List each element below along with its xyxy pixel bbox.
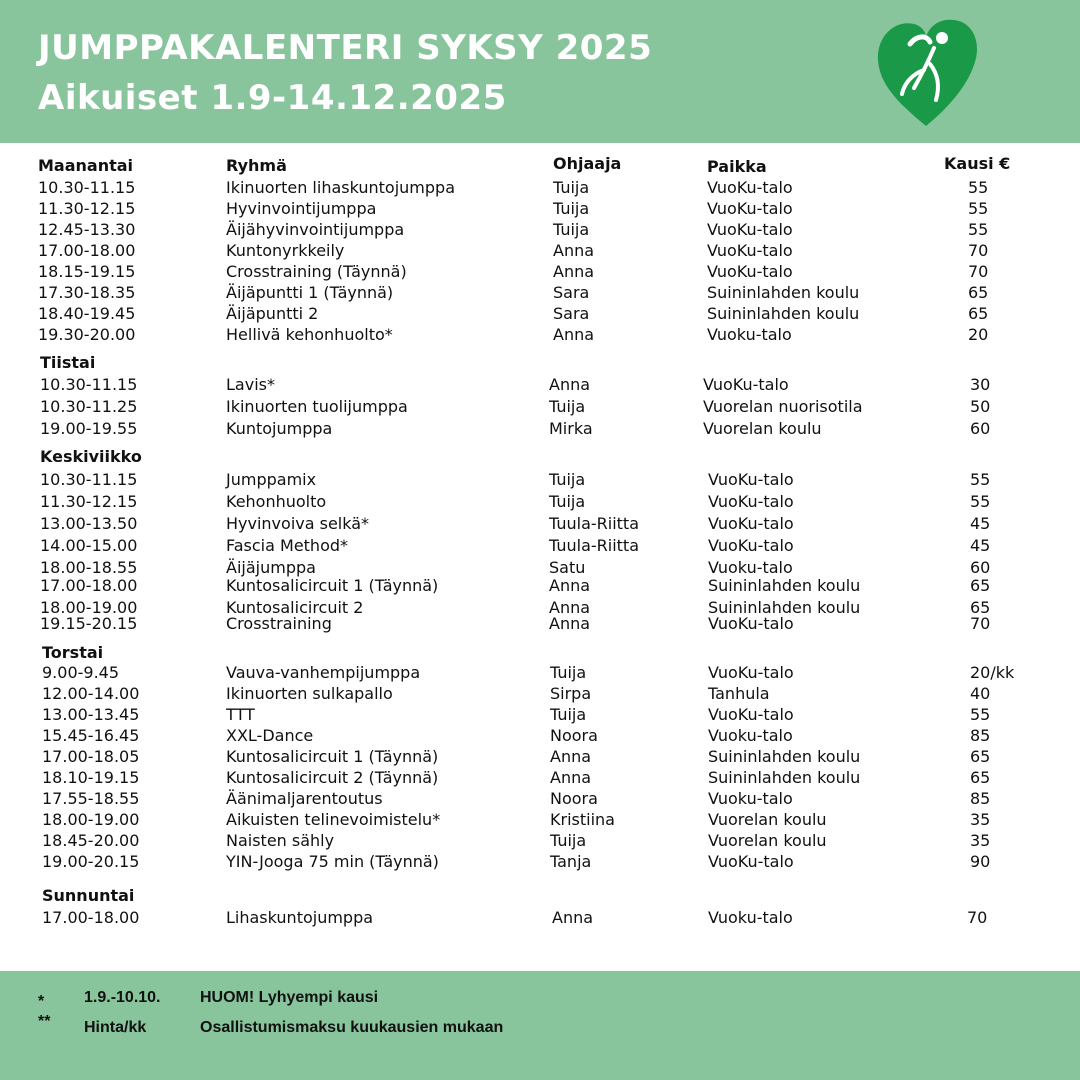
price-cell: 70	[970, 614, 991, 633]
instructor-cell: Noora	[550, 726, 598, 745]
instructor-cell: Tuija	[553, 220, 590, 239]
instructor-cell: Kristiina	[550, 810, 615, 829]
price-cell: 85	[970, 789, 991, 808]
place-cell: Vuoku-talo	[708, 726, 793, 745]
price-cell: 65	[970, 747, 991, 766]
price-cell: 70	[968, 262, 989, 281]
place-cell: VuoKu-talo	[708, 514, 794, 533]
footnote-marker: *	[38, 993, 45, 1010]
place-cell: VuoKu-talo	[708, 536, 794, 555]
page-subtitle: Aikuiset 1.9-14.12.2025	[38, 78, 507, 118]
group-cell: Hellivä kehonhuolto*	[226, 325, 393, 344]
place-cell: VuoKu-talo	[708, 492, 794, 511]
place-cell: Suininlahden koulu	[707, 304, 860, 323]
instructor-cell: Sara	[553, 304, 590, 323]
price-cell: 60	[970, 419, 991, 438]
group-cell: Äijäpuntti 1 (Täynnä)	[226, 283, 394, 302]
group-cell: Äänimaljarentoutus	[226, 789, 383, 808]
group-cell: Crosstraining (Täynnä)	[226, 262, 407, 281]
group-cell: Ikinuorten tuolijumppa	[226, 397, 408, 416]
footnote-text: Osallistumismaksu kuukausien mukaan	[200, 1019, 504, 1036]
group-cell: Vauva-vanhempijumppa	[226, 663, 421, 682]
instructor-cell: Tuija	[550, 705, 587, 724]
footnote-period: 1.9.-10.10.	[84, 989, 161, 1006]
column-header-group: Ryhmä	[226, 156, 287, 175]
time-cell: 10.30-11.15	[38, 178, 136, 197]
place-cell: Suininlahden koulu	[708, 768, 861, 787]
time-cell: 17.55-18.55	[42, 789, 140, 808]
group-cell: Lavis*	[226, 375, 275, 394]
column-header-instructor: Ohjaaja	[553, 154, 622, 173]
group-cell: Fascia Method*	[226, 536, 349, 555]
place-cell: VuoKu-talo	[707, 241, 793, 260]
time-cell: 18.45-20.00	[42, 831, 140, 850]
place-cell: VuoKu-talo	[708, 705, 794, 724]
instructor-cell: Tuija	[553, 178, 590, 197]
day-heading: Tiistai	[40, 353, 96, 372]
place-cell: VuoKu-talo	[708, 663, 794, 682]
group-cell: Naisten sähly	[226, 831, 335, 850]
price-cell: 50	[970, 397, 991, 416]
group-cell: Ikinuorten lihaskuntojumppa	[226, 178, 455, 197]
place-cell: Suininlahden koulu	[708, 747, 861, 766]
instructor-cell: Anna	[549, 375, 591, 394]
price-cell: 70	[968, 241, 989, 260]
time-cell: 10.30-11.15	[40, 375, 138, 394]
place-cell: VuoKu-talo	[708, 614, 794, 633]
time-cell: 9.00-9.45	[42, 663, 120, 682]
price-cell: 20/kk	[970, 663, 1015, 682]
time-cell: 10.30-11.25	[40, 397, 138, 416]
footnote-marker: **	[38, 1013, 51, 1030]
instructor-cell: Tuija	[550, 831, 587, 850]
price-cell: 30	[970, 375, 991, 394]
instructor-cell: Noora	[550, 789, 598, 808]
time-cell: 18.00-19.00	[42, 810, 140, 829]
place-cell: Vuorelan koulu	[708, 810, 827, 829]
day-heading: Torstai	[42, 643, 104, 662]
price-cell: 55	[968, 220, 989, 239]
group-cell: Jumppamix	[226, 470, 317, 489]
price-cell: 65	[970, 768, 991, 787]
time-cell: 13.00-13.50	[40, 514, 138, 533]
price-cell: 60	[970, 558, 991, 577]
group-cell: Aikuisten telinevoimistelu*	[226, 810, 441, 829]
group-cell: Hyvinvoiva selkä*	[226, 514, 370, 533]
time-cell: 18.00-18.55	[40, 558, 138, 577]
time-cell: 19.15-20.15	[40, 614, 138, 633]
instructor-cell: Satu	[549, 558, 586, 577]
time-cell: 17.00-18.00	[42, 908, 140, 927]
day-heading: Sunnuntai	[42, 886, 135, 905]
time-cell: 15.45-16.45	[42, 726, 140, 745]
place-cell: VuoKu-talo	[708, 470, 794, 489]
group-cell: Kuntosalicircuit 1 (Täynnä)	[226, 576, 439, 595]
instructor-cell: Anna	[549, 576, 591, 595]
price-cell: 45	[970, 514, 991, 533]
instructor-cell: Anna	[549, 614, 591, 633]
group-cell: Äijäjumppa	[226, 558, 316, 577]
price-cell: 40	[970, 684, 991, 703]
time-cell: 18.40-19.45	[38, 304, 136, 323]
time-cell: 10.30-11.15	[40, 470, 138, 489]
group-cell: Äijäpuntti 2	[226, 304, 319, 323]
day-heading: Keskiviikko	[40, 447, 142, 466]
group-cell: Kuntosalicircuit 1 (Täynnä)	[226, 747, 439, 766]
time-cell: 19.00-20.15	[42, 852, 140, 871]
group-cell: Kehonhuolto	[226, 492, 327, 511]
price-cell: 55	[970, 470, 991, 489]
price-cell: 90	[970, 852, 991, 871]
price-cell: 35	[970, 810, 991, 829]
instructor-cell: Tuula-Riitta	[549, 514, 640, 533]
page-title: JUMPPAKALENTERI SYKSY 2025	[38, 28, 653, 68]
place-cell: Vuoku-talo	[708, 908, 793, 927]
time-cell: 14.00-15.00	[40, 536, 138, 555]
group-cell: TTT	[226, 705, 255, 724]
price-cell: 85	[970, 726, 991, 745]
time-cell: 19.30-20.00	[38, 325, 136, 344]
instructor-cell: Sirpa	[550, 684, 592, 703]
place-cell: Vuorelan koulu	[708, 831, 827, 850]
place-cell: VuoKu-talo	[707, 178, 793, 197]
time-cell: 12.00-14.00	[42, 684, 140, 703]
price-cell: 20	[968, 325, 989, 344]
price-cell: 55	[968, 199, 989, 218]
price-cell: 65	[968, 304, 989, 323]
instructor-cell: Anna	[550, 768, 592, 787]
time-cell: 17.00-18.00	[38, 241, 136, 260]
place-cell: Tanhula	[708, 684, 770, 703]
heart-figure-logo-icon	[872, 14, 980, 130]
place-cell: VuoKu-talo	[703, 375, 789, 394]
group-cell: Hyvinvointijumppa	[226, 199, 377, 218]
group-cell: XXL-Dance	[226, 726, 314, 745]
place-cell: VuoKu-talo	[707, 262, 793, 281]
price-cell: 35	[970, 831, 991, 850]
instructor-cell: Tuija	[549, 492, 586, 511]
instructor-cell: Tuija	[550, 663, 587, 682]
time-cell: 18.00-19.00	[40, 598, 138, 617]
footer-notes	[0, 971, 1080, 1080]
instructor-cell: Tuula-Riitta	[549, 536, 640, 555]
instructor-cell: Anna	[549, 598, 591, 617]
time-cell: 17.30-18.35	[38, 283, 136, 302]
place-cell: VuoKu-talo	[707, 220, 793, 239]
group-cell: Lihaskuntojumppa	[226, 908, 374, 927]
group-cell: Kuntojumppa	[226, 419, 333, 438]
place-cell: Suininlahden koulu	[707, 283, 860, 302]
group-cell: Kuntonyrkkeily	[226, 241, 345, 260]
instructor-cell: Tuija	[553, 199, 590, 218]
price-cell: 55	[968, 178, 989, 197]
price-cell: 55	[970, 705, 991, 724]
time-cell: 18.10-19.15	[42, 768, 140, 787]
place-cell: Vuorelan nuorisotila	[703, 397, 863, 416]
place-cell: VuoKu-talo	[708, 852, 794, 871]
place-cell: Vuorelan koulu	[703, 419, 822, 438]
instructor-cell: Anna	[553, 325, 595, 344]
time-cell: 17.00-18.05	[42, 747, 140, 766]
place-cell: Vuoku-talo	[707, 325, 792, 344]
time-cell: 18.15-19.15	[38, 262, 136, 281]
place-cell: Vuoku-talo	[708, 558, 793, 577]
instructor-cell: Anna	[553, 262, 595, 281]
header-banner	[0, 0, 1080, 143]
group-cell: YIN-Jooga 75 min (Täynnä)	[226, 852, 439, 871]
price-cell: 45	[970, 536, 991, 555]
place-cell: Suininlahden koulu	[708, 598, 861, 617]
price-cell: 55	[970, 492, 991, 511]
time-cell: 11.30-12.15	[40, 492, 138, 511]
place-cell: VuoKu-talo	[707, 199, 793, 218]
time-cell: 11.30-12.15	[38, 199, 136, 218]
price-cell: 65	[970, 598, 991, 617]
column-header-price: Kausi €	[944, 154, 1011, 173]
group-cell: Crosstraining	[226, 614, 332, 633]
price-cell: 70	[967, 908, 988, 927]
time-cell: 19.00-19.55	[40, 419, 138, 438]
group-cell: Ikinuorten sulkapallo	[226, 684, 393, 703]
price-cell: 65	[970, 576, 991, 595]
time-cell: 13.00-13.45	[42, 705, 140, 724]
instructor-cell: Anna	[552, 908, 594, 927]
column-header-day: Maanantai	[38, 156, 134, 175]
instructor-cell: Tuija	[549, 397, 586, 416]
instructor-cell: Anna	[553, 241, 595, 260]
instructor-cell: Mirka	[549, 419, 593, 438]
place-cell: Suininlahden koulu	[708, 576, 861, 595]
instructor-cell: Tanja	[550, 852, 592, 871]
group-cell: Äijähyvinvointijumppa	[226, 220, 405, 239]
instructor-cell: Anna	[550, 747, 592, 766]
place-cell: Vuoku-talo	[708, 789, 793, 808]
footnote-text: HUOM! Lyhyempi kausi	[200, 989, 379, 1006]
instructor-cell: Tuija	[549, 470, 586, 489]
instructor-cell: Sara	[553, 283, 590, 302]
time-cell: 17.00-18.00	[40, 576, 138, 595]
column-header-place: Paikka	[707, 157, 767, 176]
group-cell: Kuntosalicircuit 2 (Täynnä)	[226, 768, 439, 787]
footnote-period: Hinta/kk	[84, 1019, 147, 1036]
group-cell: Kuntosalicircuit 2	[226, 598, 364, 617]
time-cell: 12.45-13.30	[38, 220, 136, 239]
price-cell: 65	[968, 283, 989, 302]
